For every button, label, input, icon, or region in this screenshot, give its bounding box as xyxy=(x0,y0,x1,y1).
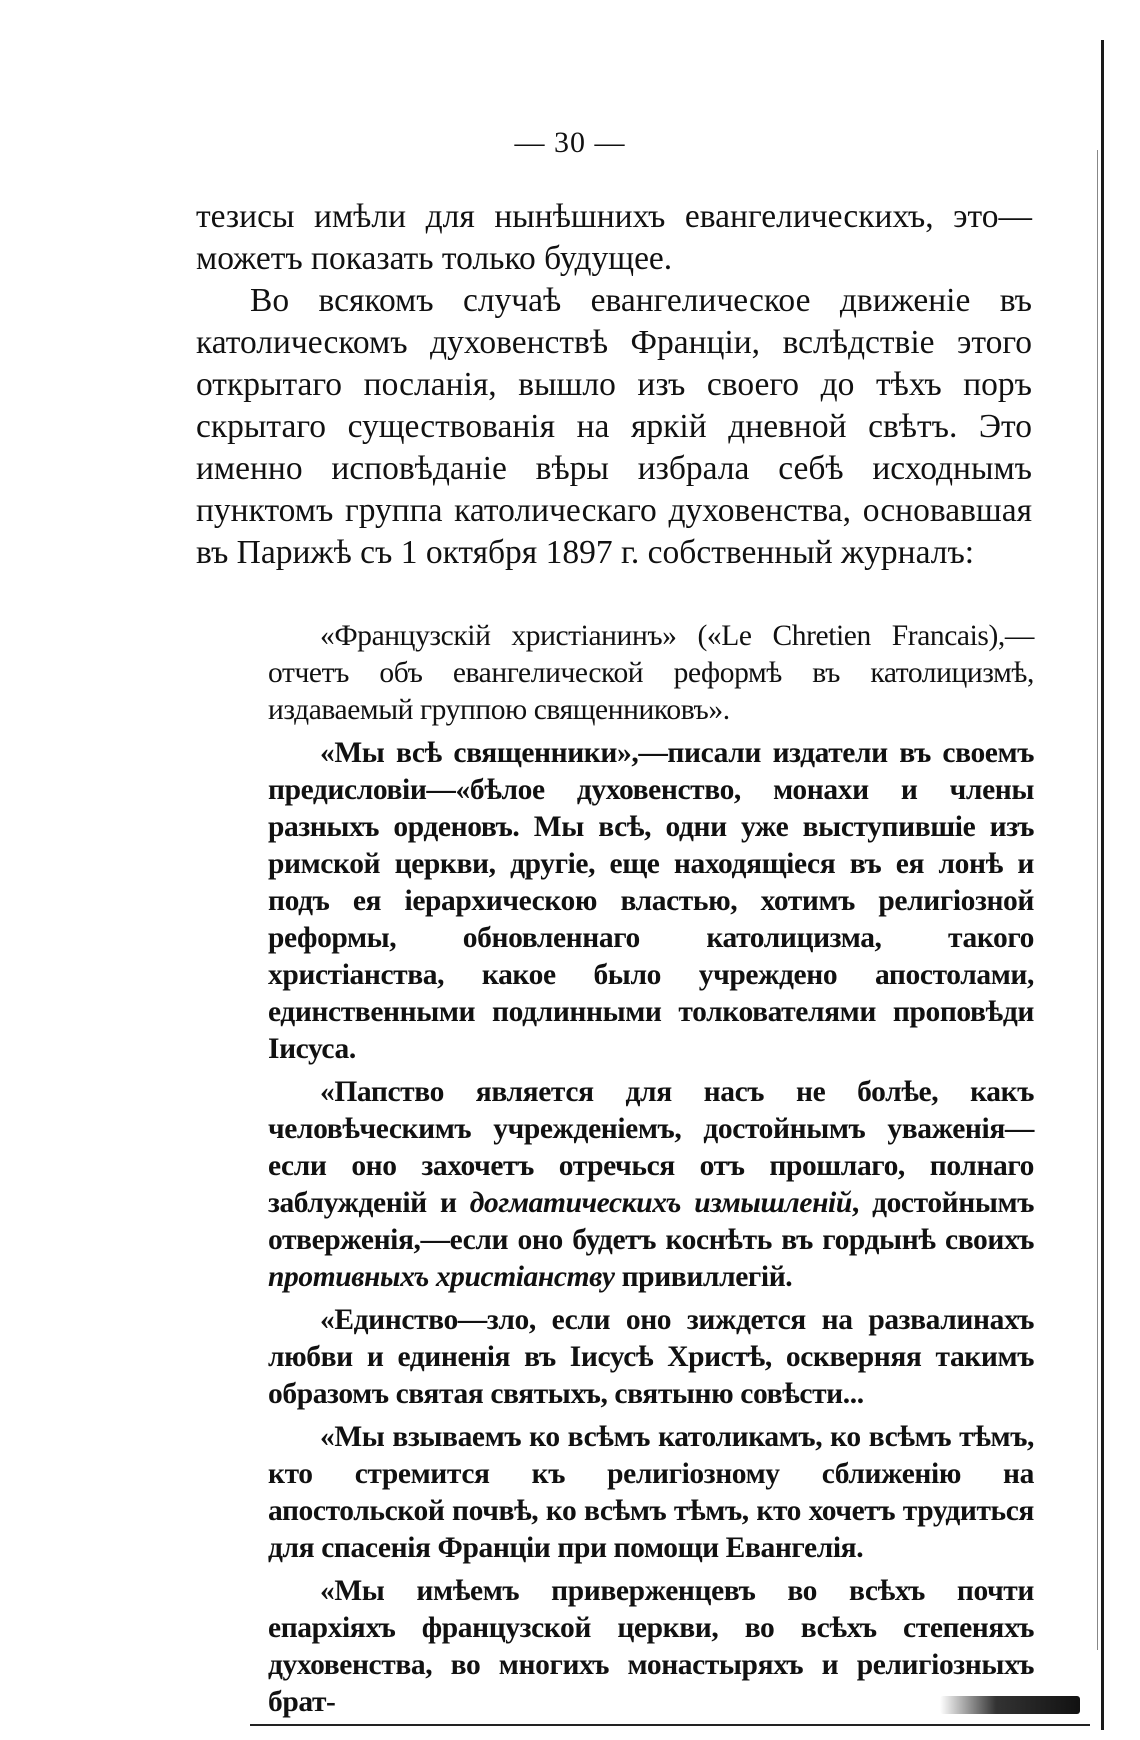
quote-paragraph-2: «Мы всѣ священники»,—писали издатели въ своемъ предисловіи—«бѣлое духовенство, монахи и члены разныхъ орденовъ. Мы всѣ, одни уже выступившіе изъ римской церкви, другіе, еще находящіеся въ ея лонѣ и подъ ея іерархическою властью, хотимъ религіозной реформы, обновленнаго католицизма, такого христіанства, какое было учреждено апостолами, единственными подлинными толкователями проповѣди Іисуса. xyxy=(268,737,1034,1065)
paragraph-2: Во всякомъ случаѣ евангелическое движеніе въ католическомъ духовенствѣ Франціи, вслѣдствіе этого открытаго посланія, вышло изъ своего до тѣхъ поръ скрытаго существованія на яркій дневной свѣтъ. Это именно исповѣданіе вѣры избрала себѣ исходнымъ пунктомъ группа католическаго духовенства, основавшая въ Парижѣ съ 1 октября 1897 г. собственный журналъ: xyxy=(196,282,1032,571)
quote-3-italic-a: догматическихъ измышленій xyxy=(469,1187,852,1219)
quote-3-text-a: «Папство является для насъ не болѣе, какъ человѣческимъ учрежденіемъ, достойнымъ уваженія—если оно захочетъ отречься отъ прошлаго, полнаго заблужденій и xyxy=(268,1076,1034,1219)
page-number: — 30 — xyxy=(514,126,626,159)
quote-paragraph-3 xyxy=(268,1074,1034,1296)
quoted-passage xyxy=(268,618,1034,1727)
quote-paragraph-5: «Мы взываемъ ко всѣмъ католикамъ, ко всѣмъ тѣмъ, кто стремится къ религіозному сближенію на апостольской почвѣ, ко всѣмъ тѣмъ, кто хочетъ трудиться для спасенія Франціи при помощи Евангелія. xyxy=(268,1421,1034,1564)
bottom-rule xyxy=(250,1724,1090,1726)
quote-3-italic-b: противныхъ христіанству xyxy=(268,1261,615,1293)
main-text xyxy=(196,196,1032,574)
paragraph-1: тезисы имѣли для нынѣшнихъ евангелическихъ, это—можетъ показать только будущее. xyxy=(196,198,1032,277)
quote-3-text-b: , достойнымъ отверженія,—если оно будетъ коснѣть въ гордынѣ своихъ xyxy=(268,1187,1035,1256)
quote-paragraph-1: «Французскій христіанинъ» («Le Chretien Francais),— отчетъ объ евангелической реформѣ въ католицизмѣ, издаваемый группою священниковъ». xyxy=(268,620,1034,726)
quote-paragraph-4: «Единство—зло, если оно зиждется на развалинахъ любви и единенія въ Іисусѣ Христѣ, оскверняя такимъ образомъ святая святыхъ, святыню совѣсти... xyxy=(268,1304,1034,1410)
page-edge-line xyxy=(1101,40,1104,1730)
scan-artifact xyxy=(940,1696,1080,1714)
page-edge-shadow xyxy=(1097,150,1098,1650)
quote-paragraph-6: «Мы имѣемъ приверженцевъ во всѣхъ почти епархіяхъ французской церкви, во всѣхъ степеняхъ духовенства, во многихъ монастыряхъ и религіозныхъ брат- xyxy=(268,1575,1034,1718)
quote-3-text-c: привиллегій. xyxy=(614,1261,793,1293)
